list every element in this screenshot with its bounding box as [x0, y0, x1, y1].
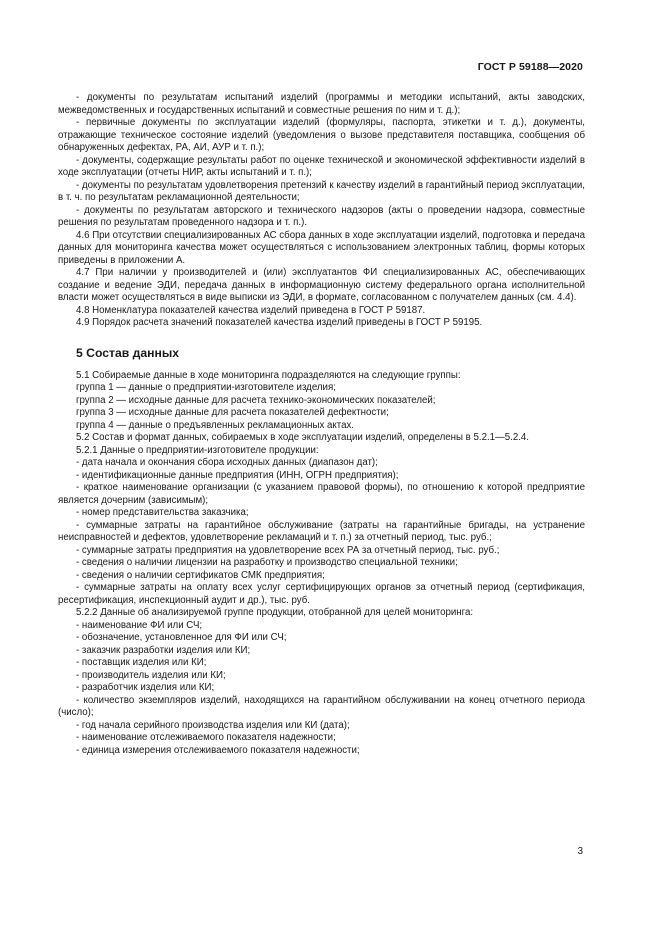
list-item: - производитель изделия или КИ;	[76, 669, 226, 681]
paragraph: - документы по результатам удовлетворения претензий к качеству изделий в гарантийный период эксплуатации, в т. ч. по результатам рекламационной деятельности;	[58, 179, 585, 203]
list-item: - обозначение, установленное для ФИ или СЧ;	[76, 632, 287, 643]
page-body	[58, 92, 585, 757]
paragraph: 4.9 Порядок расчета значений показателей качества изделий приведены в ГОСТ Р 59195.	[76, 317, 483, 328]
paragraph: 5.1 Собираемые данные в ходе мониторинга подразделяются на следующие группы:	[76, 369, 461, 381]
list-item: - суммарные затраты на гарантийное обслуживание (затраты на гарантийные бригады, на устранение неисправностей и дефектов, удовлетворение рекламаций и т. п.) за отчетный период, тыс. руб.;	[58, 519, 585, 543]
paragraph: группа 4 — данные о предъявленных рекламационных актах.	[76, 419, 354, 431]
list-item: - единица измерения отслеживаемого показателя надежности;	[76, 744, 360, 756]
list-item: - краткое наименование организации (с указанием правовой формы), по отношению к которой предприятие является дочерним (зависимым);	[58, 482, 585, 506]
list-item: - дата начала и окончания сбора исходных данных (диапазон дат);	[76, 457, 378, 468]
page-number: 3	[577, 846, 583, 857]
paragraph: 5.2.2 Данные об анализируемой группе продукции, отобранной для целей мониторинга:	[76, 607, 474, 618]
list-item: - номер представительства заказчика;	[76, 507, 249, 518]
list-item: - суммарные затраты на оплату всех услуг сертифицирующих органов за отчетный период (сертификация, ресертификация, инспекционный аудит и др.), тыс. руб.	[58, 582, 585, 606]
paragraph: 4.6 При отсутствии специализированных АС сбора данных в ходе эксплуатации изделий, подготовка и передача данных для мониторинга качества может осуществляться с использованием электронных таблиц, формы которых приведены в приложении А.	[58, 229, 585, 266]
list-item: - поставщик изделия или КИ;	[76, 657, 207, 668]
list-item: - заказчик разработки изделия или КИ;	[76, 644, 251, 656]
paragraph: - первичные документы по эксплуатации изделий (формуляры, паспорта, этикетки и т. д.), документы, отражающие техническое состояние изделий (уведомления о вызове представителя поставщика, сообщения об обнаруженных дефектах, РА, АИ, АУР и т. п.);	[58, 117, 585, 153]
paragraph: группа 3 — исходные данные для расчета показателей дефектности;	[76, 407, 389, 418]
paragraph: 4.7 При наличии у производителей и (или) эксплуатантов ФИ специализированных АС, обеспечивающих создание и ведение ЭДИ, передача данных в информационную систему федерального органа исполнительной власти может осуществляться в виде выписки из ЭДИ, в формате, согласованном с получателем данных (см. 4.4).	[58, 267, 585, 303]
paragraph: группа 2 — исходные данные для расчета технико-экономических показателей;	[76, 394, 436, 406]
paragraph: - документы по результатам авторского и технического надзоров (акты о проведении надзора, совместные решения по результатам проведенного надзора и т. п.).	[58, 204, 585, 228]
paragraph: - документы по результатам испытаний изделий (программы и методики испытаний, акты заводских, межведомственных и государственных испытаний и совместные решения по ним и т. д.);	[58, 92, 585, 116]
paragraph: 4.8 Номенклатура показателей качества изделий приведена в ГОСТ Р 59187.	[76, 304, 426, 316]
list-item: - сведения о наличии сертификатов СМК предприятия;	[76, 569, 325, 581]
list-item: - наименование отслеживаемого показателя надежности;	[76, 732, 336, 743]
list-item: - количество экземпляров изделий, находящихся на гарантийном обслуживании на конец отчетного периода (число);	[58, 694, 585, 718]
paragraph: 5.2 Состав и формат данных, собираемых в ходе эксплуатации изделий, определены в 5.2.1—5.2.4.	[76, 432, 529, 443]
list-item: - год начала серийного производства изделия или КИ (дата);	[76, 719, 350, 731]
section-title: 5 Состав данных	[76, 345, 180, 360]
list-item: - суммарные затраты предприятия на удовлетворение всех РА за отчетный период, тыс. руб.;	[76, 544, 500, 556]
list-item: - идентификационные данные предприятия (ИНН, ОГРН предприятия);	[76, 469, 399, 481]
paragraph: - документы, содержащие результаты работ по оценке технической и экономической эффективности изделий в ходе эксплуатации (отчеты НИР, акты испытаний и т. п.);	[58, 154, 585, 178]
list-item: - сведения о наличии лицензии на разработку и производство специальной техники;	[76, 557, 458, 568]
list-item: - разработчик изделия или КИ;	[76, 682, 215, 693]
document-header: ГОСТ Р 59188—2020	[477, 61, 583, 73]
paragraph: 5.2.1 Данные о предприятии-изготовителе продукции:	[76, 444, 319, 456]
list-item: - наименование ФИ или СЧ;	[76, 619, 203, 631]
paragraph: группа 1 — данные о предприятии-изготовителе изделия;	[76, 382, 336, 393]
